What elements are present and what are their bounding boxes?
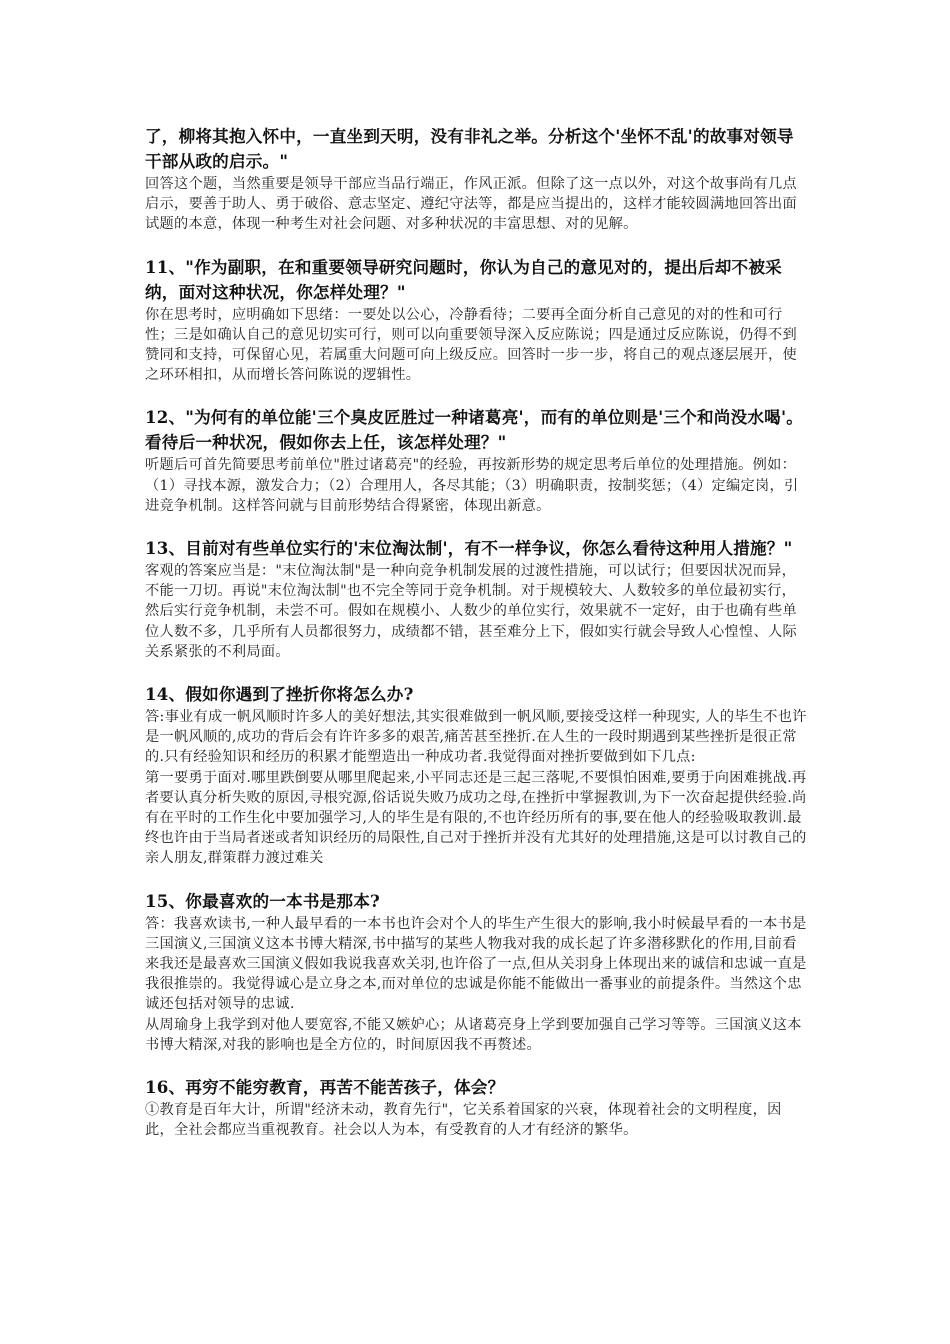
answer-paragraph: 客观的答案应当是："末位淘汰制"是一种向竞争机制发展的过渡性措施，可以试行；但要因状况而异，不能一刀切。再说"末位淘汰制"也不完全等同于竞争机制。对于规模较大、人数较多的单位最初实行，然后实行竞争机制，未尝不可。假如在规模小、人数少的单位实行，效果就不一定好，由于也确有些单位人数不多，几乎所有人员都很努力，成绩都不错，甚至难分上下，假如实行就会导致人心惶惶、人际关系紧张的不利局面。 (145, 563, 797, 660)
question-heading: 了，柳将其抱入怀中，一直坐到天明，没有非礼之举。分析这个'坐怀不乱'的故事对领导干部从政的启示。" (145, 126, 794, 171)
question-heading: 15、你最喜欢的一本书是那本? (145, 890, 380, 911)
section-16 (145, 1075, 810, 1140)
section-12 (145, 405, 810, 516)
section-11 (145, 255, 810, 386)
answer-paragraph: 你在思考时，应明确如下思绪：一要处以公心，冷静看待；二要再全面分析自己意见的对的性和可行性；三是如确认自己的意见切实可行，则可以向重要领导深入反应陈说；四是通过反应陈说，仍得不到赞同和支持，可保留心见，若属重大问题可向上级反应。回答时一步一步，将自己的观点逐层展开，使之环环相扣，从而增长答问陈说的逻辑性。 (145, 306, 797, 384)
question-heading: 11、"作为副职，在和重要领导研究问题时，你认为自己的意见对的，提出后却不被采纳，面对这种状况，你怎样处理？" (145, 256, 782, 302)
section-14 (145, 682, 810, 869)
answer-paragraph: 答:事业有成一帆风顺时许多人的美好想法,其实很难做到一帆风顺,要接受这样一种现实, 人的毕生不也许是一帆风顺的,成功的背后会有许许多多的艰苦,痛苦甚至挫折.在人生的一段时期遇到某些挫折是很正常的.只有经验知识和经历的积累才能塑造出一种成功者.我觉得面对挫折要做到如下几点: (145, 709, 807, 766)
section-10 (145, 124, 810, 235)
question-heading: 12、"为何有的单位能'三个臭皮匠胜过一种诸葛亮'，而有的单位则是'三个和尚没水喝'。看待后一种状况，假如你去上任，该怎样处理？" (145, 407, 804, 453)
section-15 (145, 889, 810, 1055)
answer-paragraph: 听题后可首先简要思考前单位"胜过诸葛亮"的经验，再按新形势的规定思考后单位的处理措施。例如： (145, 457, 797, 474)
question-heading: 16、再穷不能穷教育，再苦不能苦孩子，体会？ (145, 1077, 505, 1098)
answer-paragraph: 回答这个题，当然重要是领导干部应当品行端正，作风正派。但除了这一点以外，对这个故事尚有几点启示，要善于助人、勇于破俗、意志坚定、遵纪守法等，都是应当提出的，这样才能较圆满地回答出面试题的本意，体现一种考生对社会问题、对多种状况的丰富思想、对的见解。 (145, 176, 797, 233)
question-heading: 13、目前对有些单位实行的'末位淘汰制'，有不一样争议，你怎么看待这种用人措施？" (145, 538, 793, 559)
answer-paragraph: 从周瑜身上我学到对他人要宽容,不能又嫉妒心；从诸葛亮身上学到要加强自己学习等等。三国演义这本书博大精深,对我的影响也是全方位的，时间原因我不再赘述。 (145, 1016, 802, 1053)
answer-paragraph: 答：我喜欢读书,一种人最早看的一本书也许会对个人的毕生产生很大的影响,我小时候最早看的一本书是三国演义,三国演义这本书博大精深,书中描写的某些人物我对我的成长起了许多潜移默化的作用,目前看来我还是最喜欢三国演义假如我说我喜欢关羽,也许俗了一点,但从关羽身上体现出来的诚信和忠诚一直是我很推崇的。我觉得诚心是立身之本,而对单位的忠诚是你能不能做出一番事业的前提条件。当然这个忠诚还包括对领导的忠诚. (145, 915, 807, 1013)
answer-paragraph: （1）寻找本源，激发合力；（2）合理用人，各尽其能；（3）明确职责，按制奖惩；（4）定编定岗，引进竞争机制。这样答问就与目前形势结合得紧密，体现出新意。 (145, 477, 799, 514)
answer-paragraph: ①教育是百年大计，所谓"经济未动，教育先行"，它关系着国家的兴衰，体现着社会的文明程度，因此，全社会都应当重视教育。社会以人为本，有受教育的人才有经济的繁华。 (145, 1102, 782, 1139)
question-heading: 14、假如你遇到了挫折你将怎么办? (145, 684, 414, 705)
answer-paragraph: 第一要勇于面对.哪里跌倒要从哪里爬起来,小平同志还是三起三落呢,不要惧怕困难,要勇于向困难挑战.再者要认真分析失败的原因,寻根究源,俗话说失败乃成功之母,在挫折中掌握教训,为下一次奋起提供经验.尚有在平时的工作生化中要加强学习,人的毕生是有限的,不也许经历所有的事,要在他人的经验吸取教训.最终也许由于当局者迷或者知识经历的局限性,自己对于挫折并没有尤其好的处理措施,这是可以讨教自己的亲人朋友,群策群力渡过难关 (145, 769, 807, 867)
section-13 (145, 536, 810, 662)
document-page (145, 124, 810, 1161)
